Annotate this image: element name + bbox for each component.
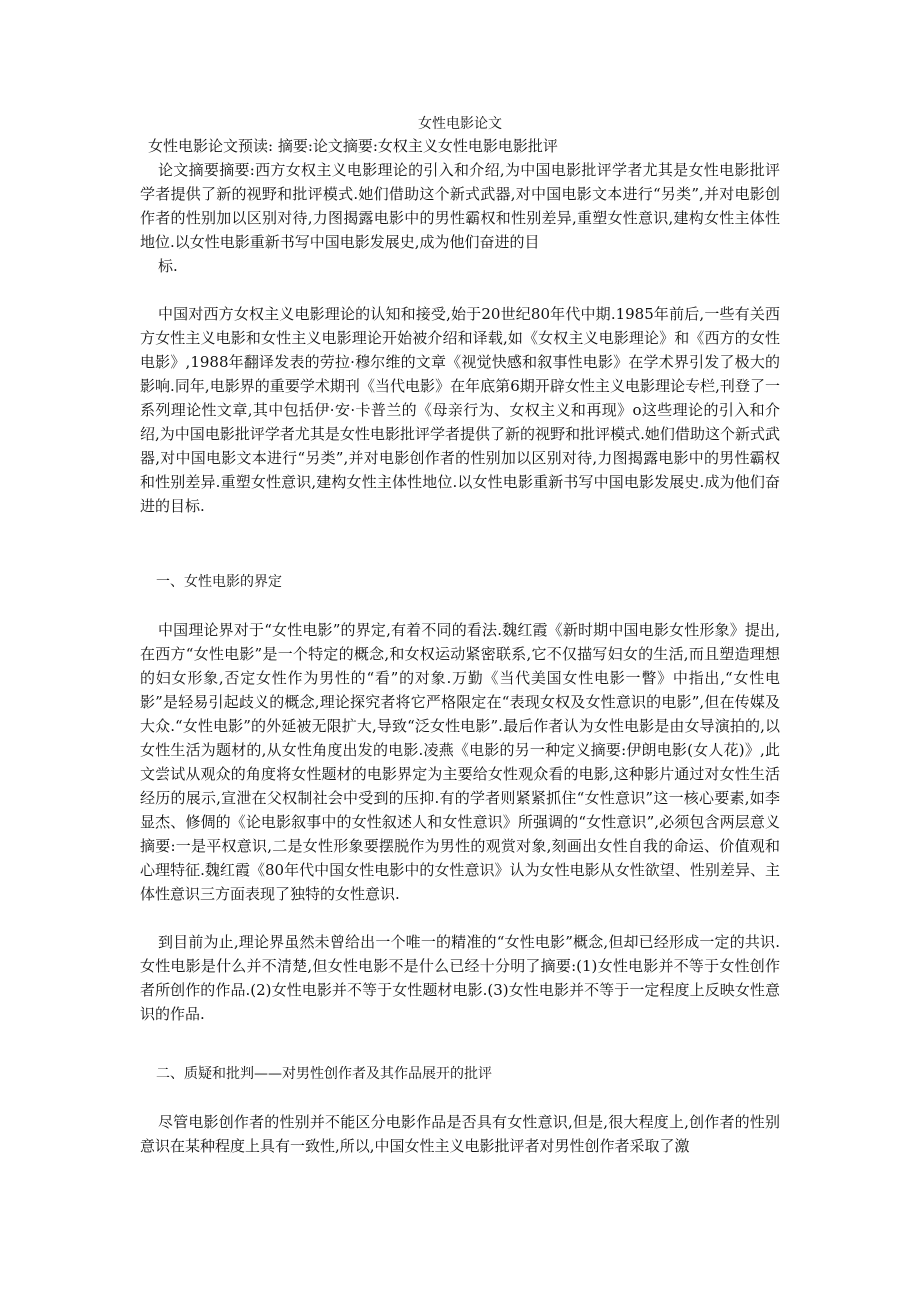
section1-paragraph-1: 中国理论界对于“女性电影”的界定,有着不同的看法.魏红霞《新时期中国电影女性形象》提出,在西方“女性电影”是一个特定的概念,和女权运动紧密联系,它不仅描写妇女的生活,而且塑造理想的妇女形象,否定女性作为男性的“看”的对象.万勤《当代美国女性电影一瞥》中指出,“女性电影”是轻易引起歧义的概念,理论探究者将它严格限定在“表现女权及女性意识的电影”,但在传媒及大众.“女性电影”的外延被无限扩大,导致“泛女性电影”.最后作者认为女性电影是由女导演拍的,以女性生活为题材的,从女性角度出发的电影.凌燕《电影的另一种定义摘要:伊朗电影(女人花)》,此文尝试从观众的角度将女性题材的电影界定为主要给女性观众看的电影,这种影片通过对女性生活经历的展示,宣泄在父权制社会中受到的压抑.有的学者则紧紧抓住“女性意识”这一核心要素,如李显杰、修倜的《论电影叙事中的女性叙述人和女性意识》所强调的“女性意识”,必须包含两层意义摘要:一是平权意识,二是女性形象要摆脱作为男性的观赏对象,刻画出女性自我的命运、价值观和心理特征.魏红霞《80年代中国女性电影中的女性意识》认为女性电影从女性欲望、性别差异、主体性意识三方面表现了独特的女性意识. [140,621,780,903]
abstract-paragraph: 论文摘要摘要:西方女权主义电影理论的引入和介绍,为中国电影批评学者尤其是女性电影批评学者提供了新的视野和批评模式.她们借助这个新式武器,对中国电影文本进行“另类”,并对电影创作者的性别加以区别对待,力图揭露电影中的男性霸权和性别差异,重塑女性意识,建构女性主体性地位.以女性电影重新书写中国电影发展史,成为他们奋进的目 [140,161,780,251]
section-heading-critique: 二、质疑和批判——对男性创作者及其作品展开的批评 [156,1066,492,1082]
section2-paragraph-1: 尽管电影创作者的性别并不能区分电影作品是否具有女性意识,但是,很大程度上,创作者的性别意识在某种程度上具有一致性,所以,中国女性主义电影批评者对男性创作者采取了激 [140,1113,780,1155]
intro-paragraph: 中国对西方女权主义电影理论的认知和接受,始于20世纪80年代中期.1985年前后,一些有关西方女性主义电影和女性主义电影理论开始被介绍和译载,如《女权主义电影理论》和《西方的女性电影》,1988年翻译发表的劳拉·穆尔维的文章《视觉快感和叙事性电影》在学术界引发了极大的影响.同年,电影界的重要学术期刊《当代电影》在年底第6期开辟女性主义电影理论专栏,刊登了一系列理论性文章,其中包括伊·安·卡普兰的《母亲行为、女权主义和再现》o这些理论的引入和介绍,为中国电影批评学者尤其是女性电影批评学者提供了新的视野和批评模式.她们借助这个新式武器,对中国电影文本进行“另类”,并对电影创作者的性别加以区别对待,力图揭露电影中的男性霸权和性别差异.重塑女性意识,建构女性主体性地位.以女性电影重新书写中国电影发展史.成为他们奋进的目标. [140,305,780,515]
section-heading-definition: 一、女性电影的界定 [156,574,282,590]
section1-paragraph-2: 到目前为止,理论界虽然未曾给出一个唯一的精准的“女性电影”概念,但却已经形成一定的共识.女性电影是什么并不清楚,但女性电影不是什么已经十分明了摘要:(1)女性电影并不等于女性创作者所创作的作品.(2)女性电影并不等于女性题材电影.(3)女性电影并不等于一定程度上反映女性意识的作品. [140,933,780,1023]
abstract-tail: 标. [158,257,178,275]
preview-line: 女性电影论文预读: 摘要:论文摘要:女权主义女性电影电影批评 [148,137,558,155]
document-title: 女性电影论文 [418,116,502,132]
